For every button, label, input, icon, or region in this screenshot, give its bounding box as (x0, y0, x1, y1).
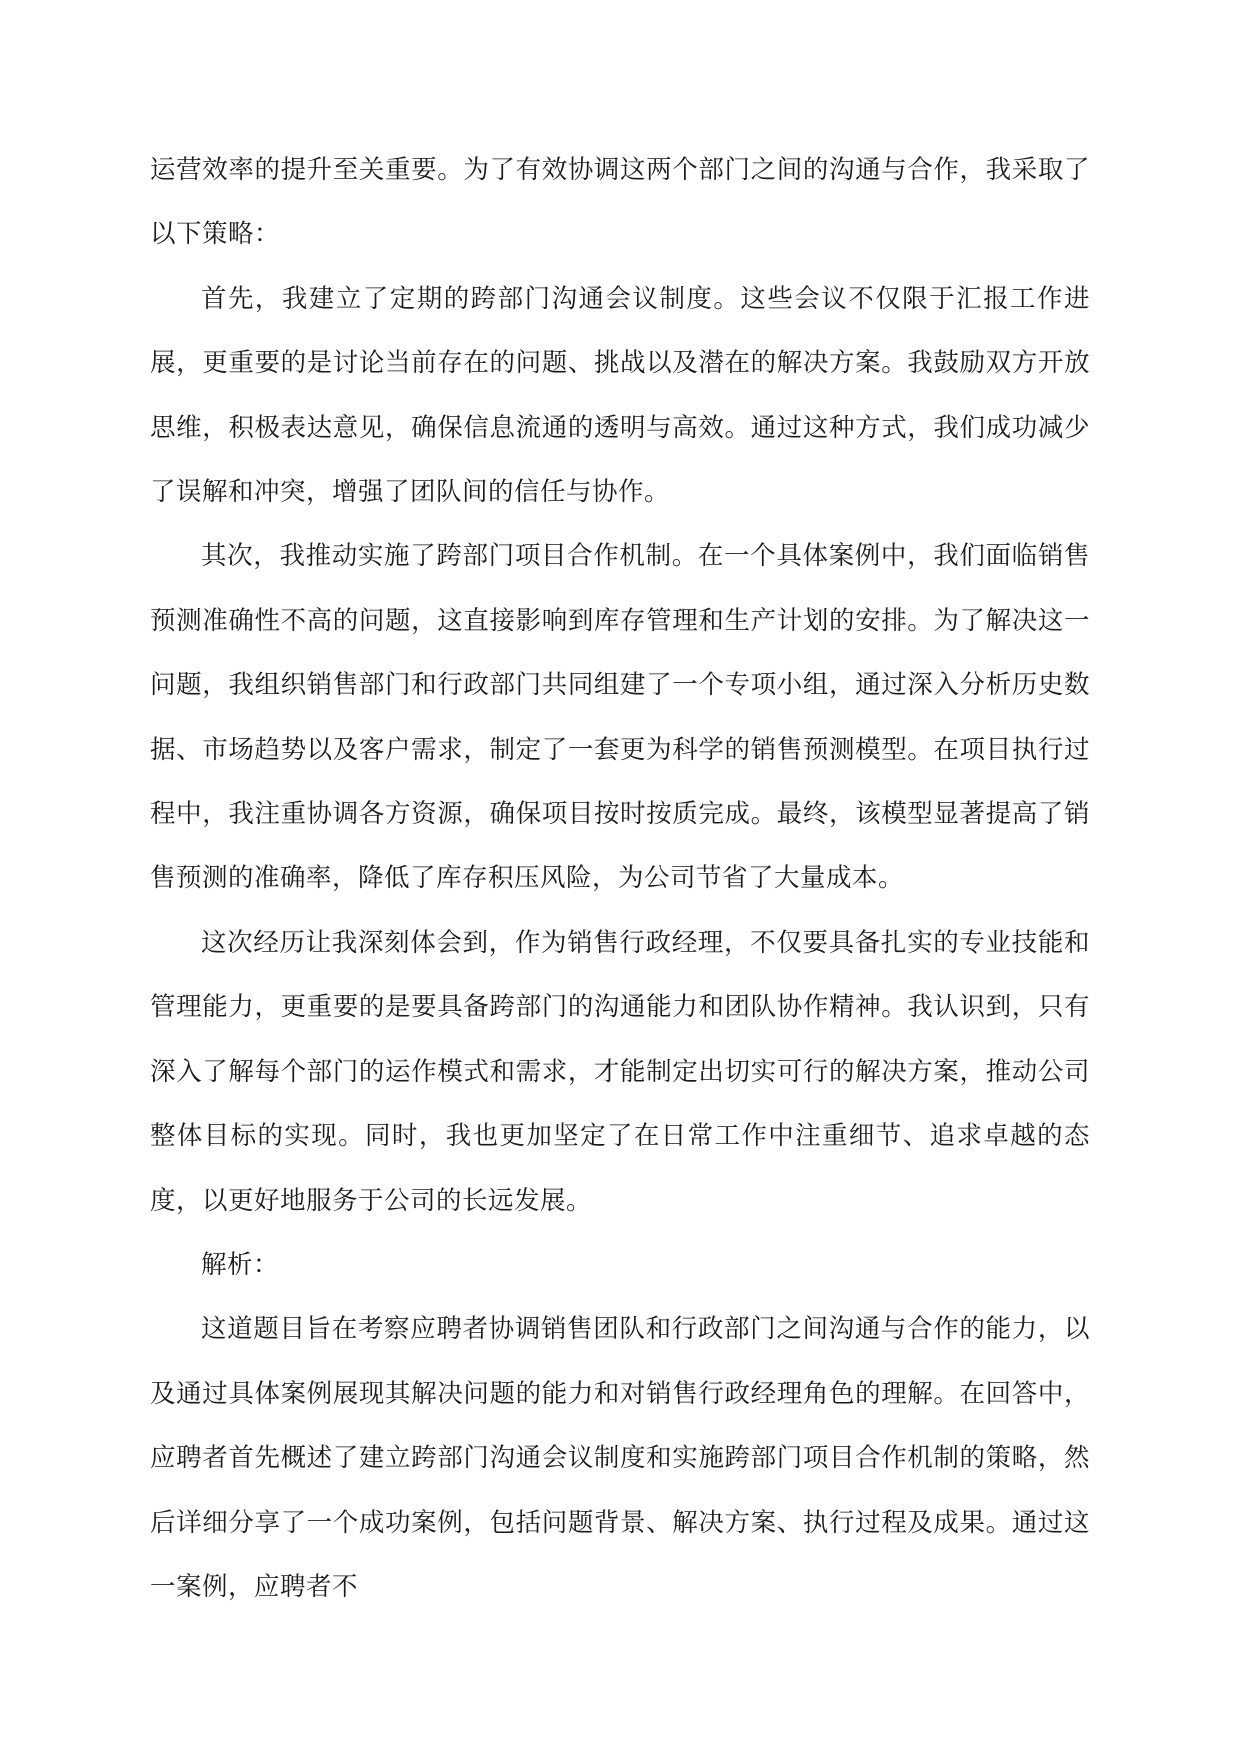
paragraph-project-mechanism: 其次，我推动实施了跨部门项目合作机制。在一个具体案例中，我们面临销售预测准确性不高的问题，这直接影响到库存管理和生产计划的安排。为了解决这一问题，我组织销售部门和行政部门共同组建了一个专项小组，通过深入分析历史数据、市场趋势以及客户需求，制定了一套更为科学的销售预测模型。在项目执行过程中，我注重协调各方资源，确保项目按时按质完成。最终，该模型显著提高了销售预测的准确率，降低了库存积压风险，为公司节省了大量成本。 (150, 541, 1090, 894)
paragraph-reflection: 这次经历让我深刻体会到，作为销售行政经理，不仅要具备扎实的专业技能和管理能力，更重要的是要具备跨部门的沟通能力和团队协作精神。我认识到，只有深入了解每个部门的运作模式和需求，才能制定出切实可行的解决方案，推动公司整体目标的实现。同时，我也更加坚定了在日常工作中注重细节、追求卓越的态度，以更好地服务于公司的长远发展。 (150, 927, 1090, 1216)
analysis-heading: 解析： (201, 1249, 280, 1280)
document-page (150, 138, 1090, 1619)
paragraph-intro-continuation: 运营效率的提升至关重要。为了有效协调这两个部门之间的沟通与合作，我采取了以下策略： (150, 155, 1090, 250)
paragraph-analysis: 这道题目旨在考察应聘者协调销售团队和行政部门之间沟通与合作的能力，以及通过具体案例展现其解决问题的能力和对销售行政经理角色的理解。在回答中，应聘者首先概述了建立跨部门沟通会议制度和实施跨部门项目合作机制的策略，然后详细分享了一个成功案例，包括问题背景、解决方案、执行过程及成果。通过这一案例，应聘者不 (150, 1314, 1090, 1602)
paragraph-meeting-system: 首先，我建立了定期的跨部门沟通会议制度。这些会议不仅限于汇报工作进展，更重要的是讨论当前存在的问题、挑战以及潜在的解决方案。我鼓励双方开放思维，积极表达意见，确保信息流通的透明与高效。通过这种方式，我们成功减少了误解和冲突，增强了团队间的信任与协作。 (150, 283, 1090, 508)
